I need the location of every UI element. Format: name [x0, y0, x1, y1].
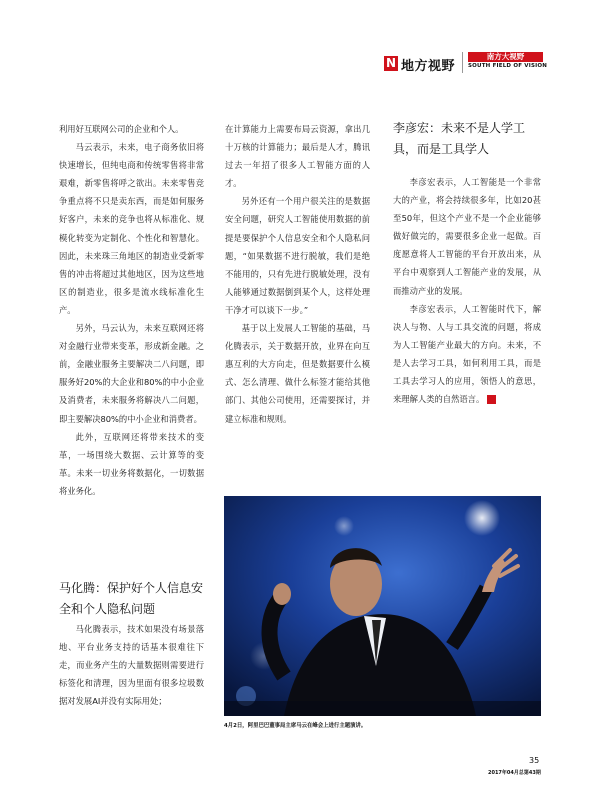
- paragraph-text: 李彦宏表示，人工智能时代下，解决人与物、人与工具交流的问题，将成为人工智能产业最大的方向。未来，不是人去学习工具，如何利用工具，而是工具去学习人的应用，领悟人的意思，来理解人类的自然语言。: [393, 303, 541, 405]
- page-number: 35: [529, 756, 540, 765]
- column-3: [393, 173, 541, 408]
- paragraph: 李彦宏表示，人工智能是一个非常大的产业，将会持续很多年，比如20甚至50年，但这个产业不是一个企业能够做好做完的，需要很多企业一起做。百度愿意将人工智能的平台开放出来，从平台中观察到人工智能产业的发展，从而推动产业的发展。: [393, 177, 541, 296]
- issue-info: 2017年04月总第43期: [488, 770, 541, 776]
- paragraph: 基于以上发展人工智能的基础，马化腾表示，关于数据开放，业界在向互惠互利的大方向走，但是数据要什么模式、怎么清理、做什么标签才能给其他部门、其他公司使用，还需要探讨，并建立标准和规则。: [225, 323, 370, 424]
- section-banner: 南方大视野: [468, 52, 543, 62]
- end-mark-icon: N: [487, 395, 496, 404]
- section-banner-english: SOUTH FIELD OF VISION: [468, 63, 548, 69]
- paragraph: 此外，互联网还将带来技术的变革，一场围绕大数据、云计算等的变革。未来一切业务将数据化，一切数据将业务化。: [59, 431, 204, 496]
- paragraph: [393, 300, 541, 409]
- paragraph: 另外，马云认为，未来互联网还将对金融行业带来变革，形成新金融。之前，金融业服务主要解决二八问题，即服务好20%的大企业和80%的中小企业及消费者，未来服务将解决八二问题，即主要解决80%的中小企业和消费者。: [59, 323, 204, 424]
- header-divider: [462, 52, 463, 73]
- column-1: [59, 120, 204, 500]
- paragraph: 在计算能力上需要布局云资源，拿出几十万核的计算能力；最后是人才，腾讯过去一年招了很多人工智能方面的人才。: [225, 124, 370, 189]
- section-title: 地方视野: [401, 59, 456, 74]
- section-heading-ma-huateng: 马化腾：保护好个人信息安全和个人隐私问题: [59, 581, 204, 616]
- speaker-photo-image: [224, 496, 541, 716]
- paragraph: 马化腾表示，技术如果没有场景落地、平台业务支持的话基本很难往下走，而业务产生的大量数据则需要进行标签化和清理，因为里面有很多垃圾数据对发展AI并没有实际用处；: [59, 624, 204, 707]
- section-heading-li-yanhong: 李彦宏：未来不是人学工具，而是工具学人: [393, 121, 526, 156]
- photo-caption: 4月2日，阿里巴巴董事局主席马云在峰会上进行主题演讲。: [224, 723, 367, 729]
- speaker-photo: [224, 496, 541, 716]
- column-2: [225, 120, 370, 428]
- paragraph: 马云表示，未来，电子商务依旧将快速增长，但纯电商和传统零售将非常艰难，新零售将呼之欲出。未来零售竞争重点将不只是卖东西，而是如何服务好客户，未来的竞争也将从标准化、规模化转变为定制化、个性化和智慧化。因此，未来珠三角地区的制造业受新零售的冲击将超过其他地区，因为这些地区的制造业，很多是流水线标准化生产。: [59, 142, 204, 315]
- paragraph: 利用好互联网公司的企业和个人。: [59, 124, 184, 134]
- paragraph: 另外还有一个用户很关注的是数据安全问题，研究人工智能使用数据的前提是要保护个人信息安全和个人隐私问题，“如果数据不进行脱敏，我们是绝不能用的，只有先进行脱敏处理，没有人能够通过数据倒到某个人，这样处理干净才可以谈下一步。”: [225, 196, 370, 315]
- magazine-logo-icon: N: [385, 56, 397, 70]
- section-2-body: [59, 620, 204, 710]
